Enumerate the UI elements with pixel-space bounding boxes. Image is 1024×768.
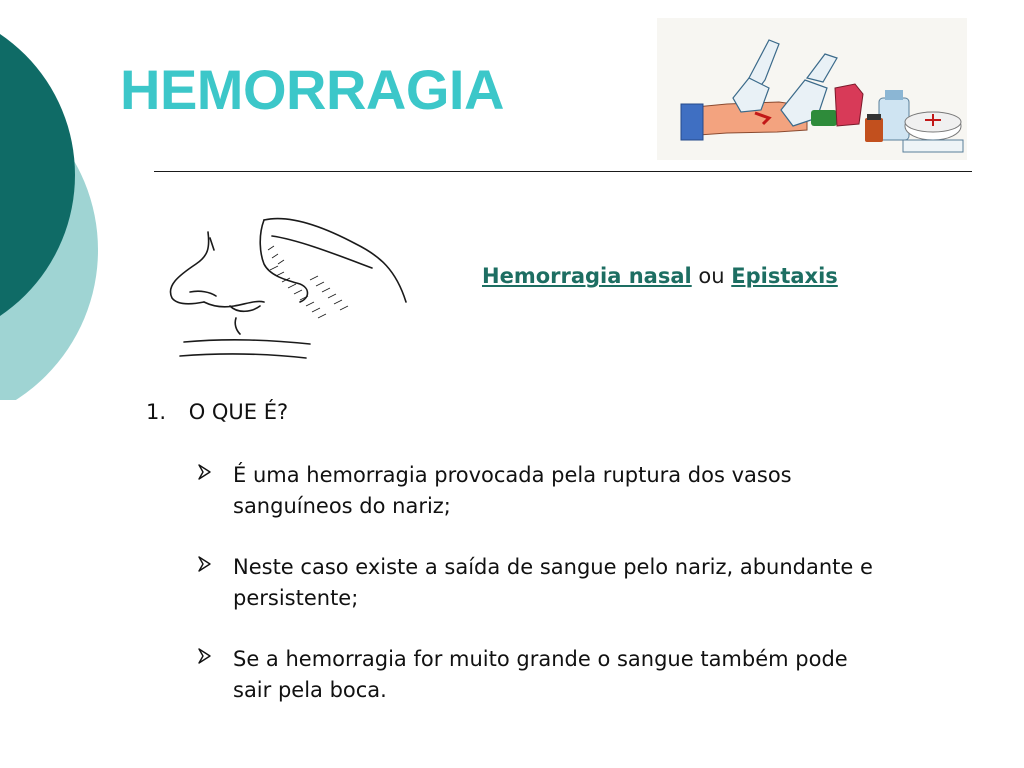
bullet-text: É uma hemorragia provocada pela ruptura dos vasos sanguíneos do nariz; — [233, 463, 792, 518]
bullet-text: Se a hemorragia for muito grande o sangue também pode sair pela boca. — [233, 647, 848, 702]
section-number: 1. — [146, 400, 167, 424]
subtitle — [482, 264, 838, 288]
chevron-arrow-icon — [196, 461, 214, 483]
chevron-arrow-icon — [196, 553, 214, 575]
list-item — [196, 460, 876, 522]
list-item — [196, 552, 876, 614]
section-title: O QUE É? — [188, 400, 289, 424]
page-title: HEMORRAGIA — [120, 58, 504, 121]
title-divider — [154, 171, 972, 172]
chevron-arrow-icon — [196, 645, 214, 667]
link-epistaxis[interactable]: Epistaxis — [731, 264, 838, 288]
bullet-list — [196, 460, 876, 736]
section-heading — [146, 400, 288, 424]
first-aid-illustration-icon — [657, 18, 967, 160]
bullet-text: Neste caso existe a saída de sangue pelo nariz, abundante e persistente; — [233, 555, 873, 610]
decorative-circles — [0, 0, 110, 400]
list-item — [196, 644, 876, 706]
link-hemorragia-nasal[interactable]: Hemorragia nasal — [482, 264, 692, 288]
subtitle-connector: ou — [698, 264, 725, 288]
nose-profile-illustration — [160, 210, 420, 370]
